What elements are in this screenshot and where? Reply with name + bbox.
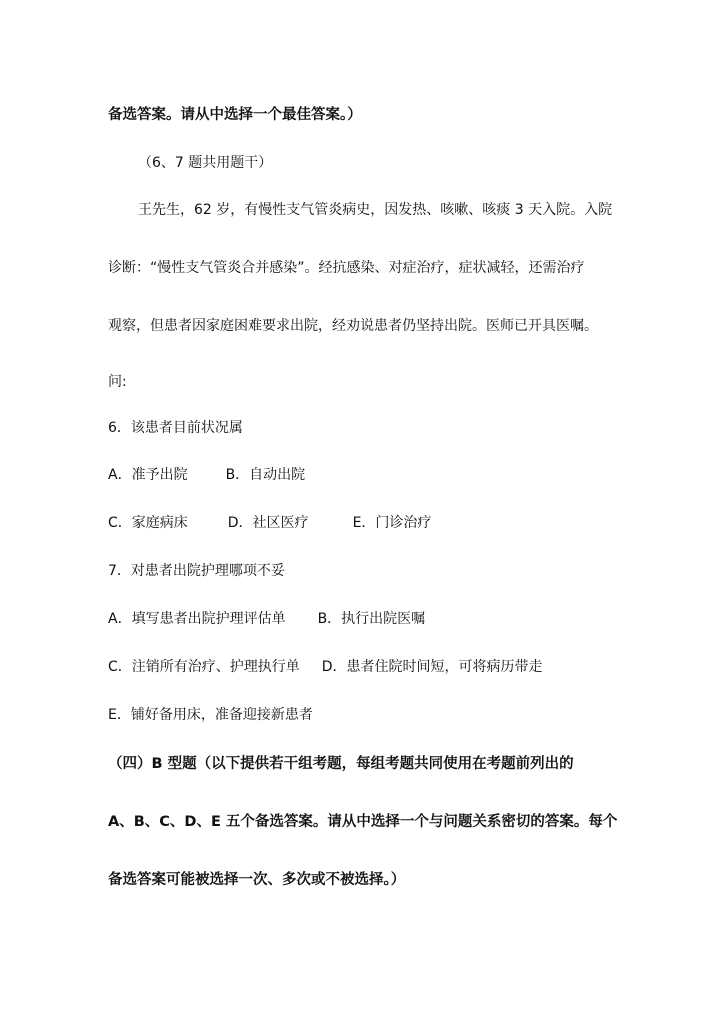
section-b-heading-line-3: 备选答案可能被选择一次、多次或不被选择。） bbox=[108, 872, 406, 888]
q7-option-a: A．填写患者出院护理评估单 bbox=[108, 611, 286, 627]
section-b-heading-line-2: A、B、C、D、E 五个备选答案。请从中选择一个与问题关系密切的答案。每个 bbox=[108, 814, 618, 830]
q6-option-b: B．自动出院 bbox=[225, 467, 306, 483]
q6-option-d: D．社区医疗 bbox=[227, 515, 309, 531]
q6-option-c: C．家庭病床 bbox=[108, 515, 188, 531]
q7-option-e: E．铺好备用床，准备迎接新患者 bbox=[108, 707, 313, 723]
case-stem-question: 问: bbox=[108, 374, 127, 390]
case-stem-line-2: 诊断：“慢性支气管炎合并感染”。经抗感染、对症治疗，症状减轻，还需治疗 bbox=[108, 260, 585, 276]
section-b-heading-line-1: （四）B 型题（以下提供若干组考题，每组考题共同使用在考题前列出的 bbox=[108, 756, 574, 772]
question-7: 7．对患者出院护理哪项不妥 bbox=[108, 563, 285, 579]
question-6-options-row-2 bbox=[108, 513, 431, 533]
q7-option-c: C．注销所有治疗、护理执行单 bbox=[108, 659, 300, 675]
question-7-options-row-1 bbox=[108, 609, 425, 629]
question-7-options-row-2 bbox=[108, 657, 543, 677]
case-stem-line-1: 王先生，62 岁，有慢性支气管炎病史，因发热、咳嗽、咳痰 3 天入院。入院 bbox=[138, 202, 613, 218]
case-stem-line-3: 观察，但患者因家庭困难要求出院，经劝说患者仍坚持出院。医师已开具医嘱。 bbox=[108, 318, 598, 334]
q6-option-a: A．准予出院 bbox=[108, 467, 188, 483]
shared-stem-label: （6、7 题共用题干） bbox=[138, 155, 273, 171]
question-6: 6．该患者目前状况属 bbox=[108, 420, 243, 436]
q7-option-b: B．执行出院医嘱 bbox=[317, 611, 426, 627]
question-6-options-row-1 bbox=[108, 465, 305, 485]
section-instruction-end: 备选答案。请从中选择一个最佳答案。） bbox=[108, 107, 362, 123]
q7-option-d: D．患者住院时间短，可将病历带走 bbox=[321, 659, 543, 675]
q6-option-e: E．门诊治疗 bbox=[352, 515, 432, 531]
